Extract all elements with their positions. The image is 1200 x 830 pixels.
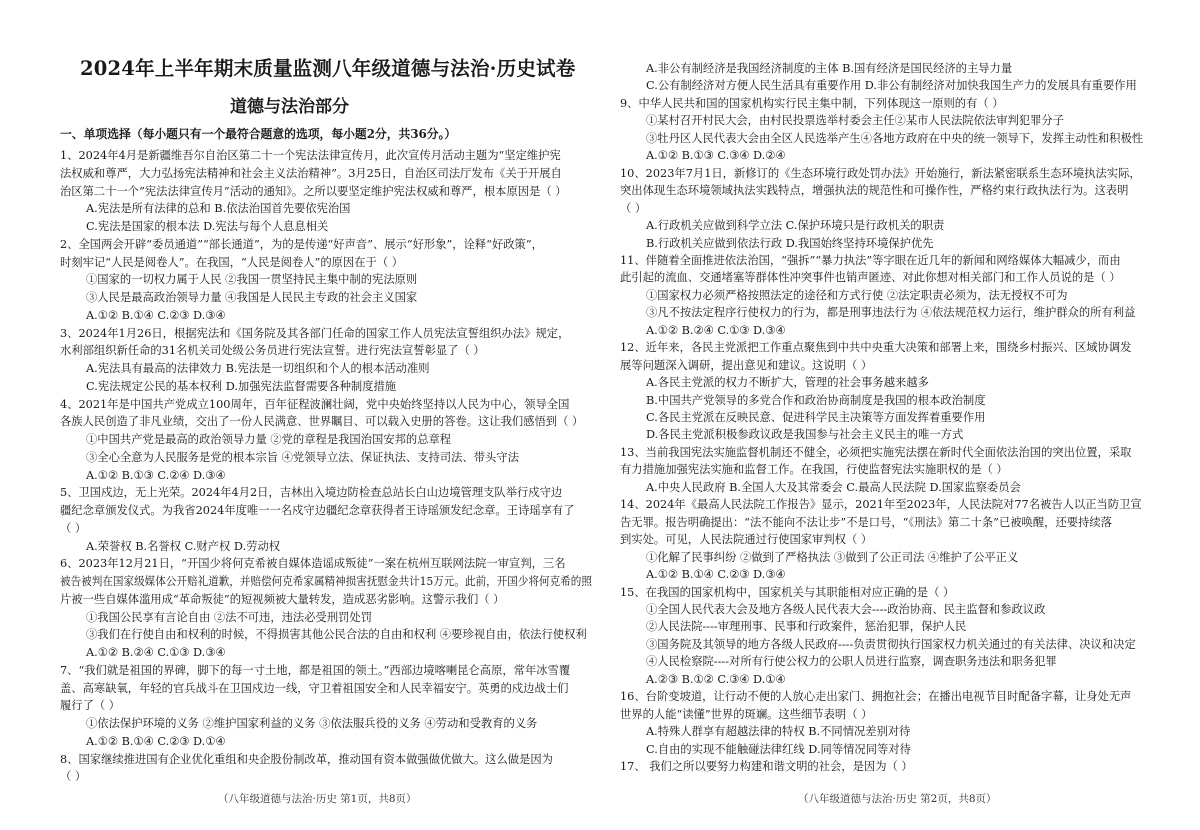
question-line: ③国务院及其领导的地方各级人民政府----负责贯彻执行国家权力机关通过的有关法律、决议和决定 [646, 637, 1136, 651]
question-line: B.中国共产党领导的多党合作和政治协商制度是我国的根本政治制度 [646, 393, 986, 407]
question-line: 10、2023年7月1日，新修订的《生态环境行政处罚办法》开始施行，新法紧密联系生态环境执法实际， [620, 166, 1141, 180]
question-line: 8、国家继续推进国有企业优化重组和央企股份制改革，推动国有资本做强做优做大。这么做是因为 [60, 752, 553, 766]
question-line: D.各民主党派积极参政议政是我国参与社会主义民主的唯一方式 [646, 428, 964, 442]
question-line: ①中国共产党是最高的政治领导力量 ②党的章程是我国治国安邦的总章程 [86, 433, 452, 446]
question-line: 6、2023年12月21日，“开国少将何克希被自媒体造谣成叛徒”一案在杭州互联网法院一审宣判，三名 [60, 557, 566, 571]
question-line: 治区第二十一个”宪法法律宣传月”活动的通知》。之所以要坚定维护宪法权威和尊严，根本原因是（ ） [60, 184, 567, 198]
question-line: ③牡丹区人民代表大会由全区人民选举产生④各地方政府在中央的统一领导下，发挥主动性和积极性 [646, 131, 1144, 145]
question-line: 片被一些自媒体滥用成“革命叛徒”的短视频被大量转发，造成恶劣影响。这警示我们（ ） [60, 592, 505, 606]
question-line: 突出体现生态环境领域执法实践特点，增强执法的规范性和可操作性，严格约束行政执法行为。这表明 [620, 184, 1129, 198]
question-line: 16、台阶变坡道，让行动不便的人放心走出家门、拥抱社会；在播出电视节目时配备字幕，让身处无声 [620, 690, 1132, 704]
question-line: 到实处。可见，人民法院通过行使国家审判权（ ） [620, 533, 873, 547]
question-line: 7、“我们就是祖国的界碑，脚下的每一寸土地，都是祖国的领土。”西部边境喀喇昆仑高原，常年冰雪覆 [60, 663, 571, 677]
question-line: 13、当前我国宪法实施监督机制还不健全，必须把实施宪法摆在新时代全面依法治国的突出位置，采取 [620, 445, 1132, 459]
question-line: 被告被判在国家级媒体公开赔礼道歉，并赔偿何克希家属精神损害抚慰金共计15万元。此前，开国少将何克希的照 [60, 575, 592, 588]
question-line: A.中央人民政府 B.全国人大及其常委会 C.最高人民法院 D.国家监察委员会 [646, 480, 1021, 494]
question-line: C.宪法是国家的根本法 D.宪法与每个人息息相关 [86, 220, 329, 233]
question-line: 有力措施加强宪法实施和监督工作。在我国，行使监督宪法实施职权的是（ ） [620, 463, 1008, 477]
section-heading: 一、单项选择（每小题只有一个最符合题意的选项，每小题2分，共36分。） [60, 127, 457, 141]
question-line: ①化解了民事纠纷 ②做到了严格执法 ③做到了公正司法 ④维护了公平正义 [646, 550, 1019, 564]
question-line: A.各民主党派的权力不断扩大，管理的社会事务越来越多 [646, 376, 929, 390]
page-footer: （八年级道德与法治·历史 第1页，共8页） [218, 793, 417, 805]
question-line: A.特殊人群享有超越法律的特权 B.不同情况差别对待 [646, 725, 911, 739]
question-line: 1、2024年4月是新疆维吾尔自治区第二十一个宪法法律宣传月，此次宣传月活动主题为“坚定维护宪 [60, 149, 561, 162]
question-line: 此引起的流血、交通堵塞等群体性冲突事件也销声匿迹、对此你想对相关部门和工作人员说的是（ ） [620, 271, 1121, 285]
question-line: 17、 我们之所以要努力构建和谐文明的社会，是因为（ ） [620, 760, 913, 773]
question-line: C.公有制经济对方便人民生活具有重要作用 D.非公有制经济对加快我国生产力的发展具有重要作用 [646, 79, 1137, 93]
question-line: A.①② B.②④ C.①③ D.③④ [646, 323, 786, 337]
question-line: 5、卫国戍边，无上光荣。2024年4月2日，吉林出入境边防检查总站长白山边境管理支队举行戍守边 [60, 486, 563, 500]
question-line: 法权威和尊严，大力弘扬宪法精神和社会主义法治精神”。3月25日，自治区司法厅发布《关于开展自 [60, 166, 562, 180]
question-line: A.①② B.②④ C.①③ D.③④ [86, 646, 226, 659]
question-line: 9、中华人民共和国的国家机构实行民主集中制，下列体现这一原则的有（ ） [620, 96, 1004, 110]
question-line: ③人民是最高政治领导力量 ④我国是人民民主专政的社会主义国家 [86, 291, 418, 304]
question-line: C.各民主党派在反映民意、促进科学民主决策等方面发挥着重要作用 [646, 411, 986, 424]
question-line: 2、全国两会开辟“委员通道”“部长通道”，为的是传递“好声音”、展示“好形象”，诠释“好政策”， [60, 237, 543, 251]
question-line: ①全国人民代表大会及地方各级人民代表大会----政治协商、民主监督和参政议政 [646, 602, 1046, 616]
question-line: 15、在我国的国家机构中，国家机关与其职能相对应正确的是（ ） [620, 585, 955, 599]
question-line: ①国家的一切权力属于人民 ②我国一贯坚持民主集中制的宪法原则 [86, 273, 418, 287]
question-line: ①某村召开村民大会，由村民投票选举村委会主任②某市人民法院依法审判犯罪分子 [646, 114, 1064, 128]
question-line: C.宪法规定公民的基本权利 D.加强宪法监督需要各种制度措施 [86, 379, 397, 393]
question-line: A.宪法是所有法律的总和 B.依法治国首先要依宪治国 [86, 202, 351, 216]
exam-title: 2024年上半年期末质量监测八年级道德与法治·历史试卷 [80, 57, 576, 80]
question-line: 履行了（ ） [60, 699, 121, 713]
question-line: A.宪法具有最高的法律效力 B.宪法是一切组织和个人的根本活动准则 [86, 362, 430, 375]
question-line: ②人民法院----审理刑事、民事和行政案件，惩治犯罪，保护人民 [646, 620, 967, 634]
question-line: A.①② B.①③ C.②④ D.③④ [86, 468, 226, 482]
question-line: 告无罪。报告明确提出：“法不能向不法让步”不是口号，“《刑法》第二十条”已被唤醒，还要持续落 [620, 515, 1112, 529]
question-line: （ ） [60, 521, 87, 535]
question-line: ④人民检察院----对所有行使公权力的公职人员进行监察，调查职务违法和职务犯罪 [646, 655, 1057, 669]
question-line: A.①② B.①④ C.②③ D.③④ [86, 308, 226, 322]
question-line: ①我国公民享有言论自由 ②法不可违，违法必受刑罚处罚 [86, 610, 373, 624]
question-line: 世界的人能“读懂”世界的斑斓。这些细节表明（ ） [620, 707, 873, 721]
question-line: A.①② B.①④ C.②③ D.①④ [86, 734, 226, 748]
question-line: A.①② B.①④ C.②③ D.③④ [646, 568, 786, 582]
question-line: ③全心全意为人民服务是党的根本宗旨 ④党领导立法、保证执法、支持司法、带头守法 [86, 450, 519, 464]
question-line: ③凡不按法定程序行使权力的行为，都是刑事违法行为 ④依法规范权力运行，维护群众的所有利益 [646, 306, 1136, 320]
question-line: 12、近年来，各民主党派把工作重点聚焦到中共中央重大决策和部署上来，围绕乡村振兴、区域协调发 [620, 341, 1132, 355]
question-line: 展等问题深入调研，提出意见和建议。这说明（ ） [620, 358, 873, 372]
question-line: 各族人民创造了非凡业绩，交出了一份人民满意、世界瞩目、可以载入史册的答卷。这让我们感悟到（ ） [60, 415, 584, 429]
question-line: ③我们在行使自由和权利的时候，不得损害其他公民合法的自由和权利 ④要珍视自由，依法行使权利 [86, 628, 587, 642]
question-line: A.行政机关应做到科学立法 C.保护环境只是行政机关的职责 [646, 219, 945, 233]
section-subtitle: 道德与法治部分 [230, 97, 349, 117]
question-line: 4、2021年是中国共产党成立100周年，百年征程波澜壮阔，党中央始终坚持以人民为中心，领导全国 [60, 397, 570, 411]
question-line: C.自由的实现不能触碰法律红线 D.同等情况同等对待 [646, 742, 911, 756]
question-line: A.非公有制经济是我国经济制度的主体 B.国有经济是国民经济的主导力量 [646, 62, 1013, 75]
question-line: ①国家权力必须严格按照法定的途径和方式行使 ②法定职责必须为，法无授权不可为 [646, 288, 1068, 302]
question-line: 时刻牢记“人民是阅卷人”。在我国，“人民是阅卷人”的原因在于（ ） [60, 255, 404, 269]
question-line: 疆纪念章颁发仪式。为我省2024年度唯一一名戍守边疆纪念章获得者王诗瑶颁发纪念章。王诗瑶享有了 [60, 504, 575, 517]
question-line: A.①② B.①③ C.③④ D.②④ [646, 149, 786, 163]
question-line: B.行政机关应做到依法行政 D.我国始终坚持环境保护优先 [646, 236, 934, 250]
question-line: 14、2024年《最高人民法院工作报告》显示，2021年至2023年，人民法院对77名被告人以正当防卫宣 [620, 498, 1142, 512]
question-line: 水利部组织新任命的31名机关司处级公务员进行宪法宣誓。进行宪法宣誓彰显了（ ） [60, 344, 485, 358]
question-line: （ ） [60, 770, 87, 784]
question-line: 3、2024年1月26日，根据宪法和《国务院及其各部门任命的国家工作人员宪法宣誓组织办法》规定， [60, 326, 570, 340]
question-line: 11、伴随着全面推进依法治国，“强拆”“暴力执法”等字眼在近几年的新闻和网络媒体大幅减少，而由 [620, 253, 1121, 267]
question-line: 盖、高寒缺氧，年轻的官兵战斗在卫国戍边一线，守卫着祖国安全和人民幸福安宁。英勇的戍边战士们 [60, 681, 569, 695]
question-line: （ ） [620, 201, 647, 215]
question-line: A.②③ B.①② C.③④ D.①④ [646, 672, 786, 686]
page-footer: （八年级道德与法治·历史 第2页，共8页） [798, 793, 997, 805]
question-line: ①依法保护环境的义务 ②维护国家利益的义务 ③依法服兵役的义务 ④劳动和受教育的义务 [86, 717, 538, 730]
question-line: A.荣誉权 B.名誉权 C.财产权 D.劳动权 [86, 539, 281, 553]
